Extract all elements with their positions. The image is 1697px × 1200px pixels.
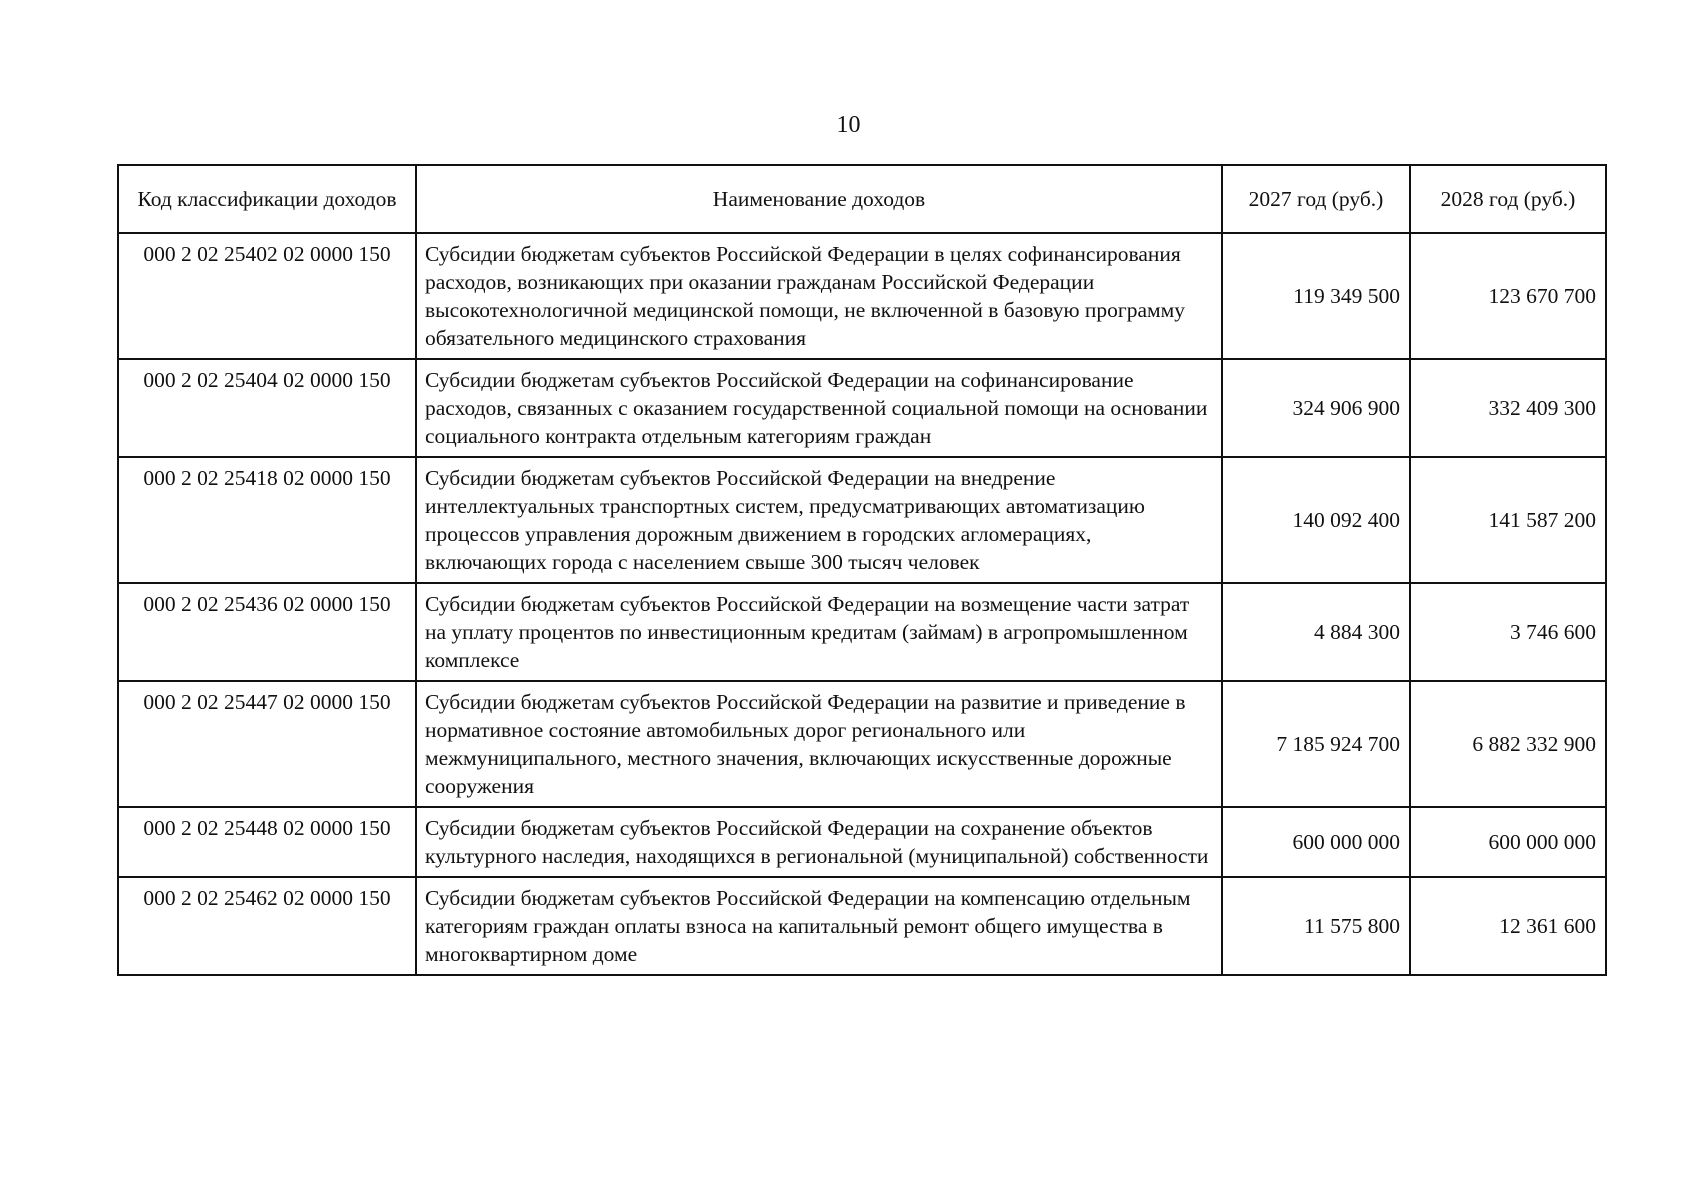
table-row xyxy=(118,583,1606,681)
row-code: 000 2 02 25462 02 0000 150 xyxy=(118,877,416,975)
row-2028-amount: 3 746 600 xyxy=(1410,583,1606,681)
row-2028-amount: 141 587 200 xyxy=(1410,457,1606,583)
row-2028-amount: 123 670 700 xyxy=(1410,233,1606,359)
row-code: 000 2 02 25418 02 0000 150 xyxy=(118,457,416,583)
row-2027-amount: 119 349 500 xyxy=(1222,233,1410,359)
row-name: Субсидии бюджетам субъектов Российской Федерации на компенсацию отдельным категориям граждан оплаты взноса на капитальный ремонт общего имущества в многоквартирном доме xyxy=(416,877,1222,975)
row-name: Субсидии бюджетам субъектов Российской Федерации на софинансирование расходов, связанных с оказанием государственной социальной помощи на основании социального контракта отдельным категориям граждан xyxy=(416,359,1222,457)
row-code: 000 2 02 25404 02 0000 150 xyxy=(118,359,416,457)
table-header-row xyxy=(118,165,1606,233)
row-name: Субсидии бюджетам субъектов Российской Федерации на возмещение части затрат на уплату процентов по инвестиционным кредитам (займам) в агропромышленном комплексе xyxy=(416,583,1222,681)
income-table xyxy=(117,164,1607,976)
row-2027-amount: 324 906 900 xyxy=(1222,359,1410,457)
row-2027-amount: 4 884 300 xyxy=(1222,583,1410,681)
row-code: 000 2 02 25448 02 0000 150 xyxy=(118,807,416,877)
row-2028-amount: 600 000 000 xyxy=(1410,807,1606,877)
row-2028-amount: 6 882 332 900 xyxy=(1410,681,1606,807)
page-number: 10 xyxy=(836,112,861,138)
table-row xyxy=(118,359,1606,457)
header-2028: 2028 год (руб.) xyxy=(1410,165,1606,233)
row-name: Субсидии бюджетам субъектов Российской Федерации на развитие и приведение в нормативное состояние автомобильных дорог регионального или межмуниципального, местного значения, включающих искусственные дорожные сооружения xyxy=(416,681,1222,807)
header-2027: 2027 год (руб.) xyxy=(1222,165,1410,233)
row-2027-amount: 7 185 924 700 xyxy=(1222,681,1410,807)
table-row xyxy=(118,681,1606,807)
row-2027-amount: 600 000 000 xyxy=(1222,807,1410,877)
row-name: Субсидии бюджетам субъектов Российской Федерации на внедрение интеллектуальных транспортных систем, предусматривающих автоматизацию процессов управления дорожным движением в городских агломерациях, включающих города с населением свыше 300 тысяч человек xyxy=(416,457,1222,583)
row-code: 000 2 02 25447 02 0000 150 xyxy=(118,681,416,807)
table-row xyxy=(118,233,1606,359)
row-name: Субсидии бюджетам субъектов Российской Федерации в целях софинансирования расходов, возникающих при оказании гражданам Российской Федерации высокотехнологичной медицинской помощи, не включенной в базовую программу обязательного медицинского страхования xyxy=(416,233,1222,359)
row-code: 000 2 02 25436 02 0000 150 xyxy=(118,583,416,681)
table-row xyxy=(118,457,1606,583)
row-2028-amount: 12 361 600 xyxy=(1410,877,1606,975)
header-name: Наименование доходов xyxy=(416,165,1222,233)
row-code: 000 2 02 25402 02 0000 150 xyxy=(118,233,416,359)
table-row xyxy=(118,807,1606,877)
row-2027-amount: 140 092 400 xyxy=(1222,457,1410,583)
row-2027-amount: 11 575 800 xyxy=(1222,877,1410,975)
table-row xyxy=(118,877,1606,975)
header-code: Код классификации доходов xyxy=(118,165,416,233)
row-2028-amount: 332 409 300 xyxy=(1410,359,1606,457)
row-name: Субсидии бюджетам субъектов Российской Федерации на сохранение объектов культурного наследия, находящихся в региональной (муниципальной) собственности xyxy=(416,807,1222,877)
